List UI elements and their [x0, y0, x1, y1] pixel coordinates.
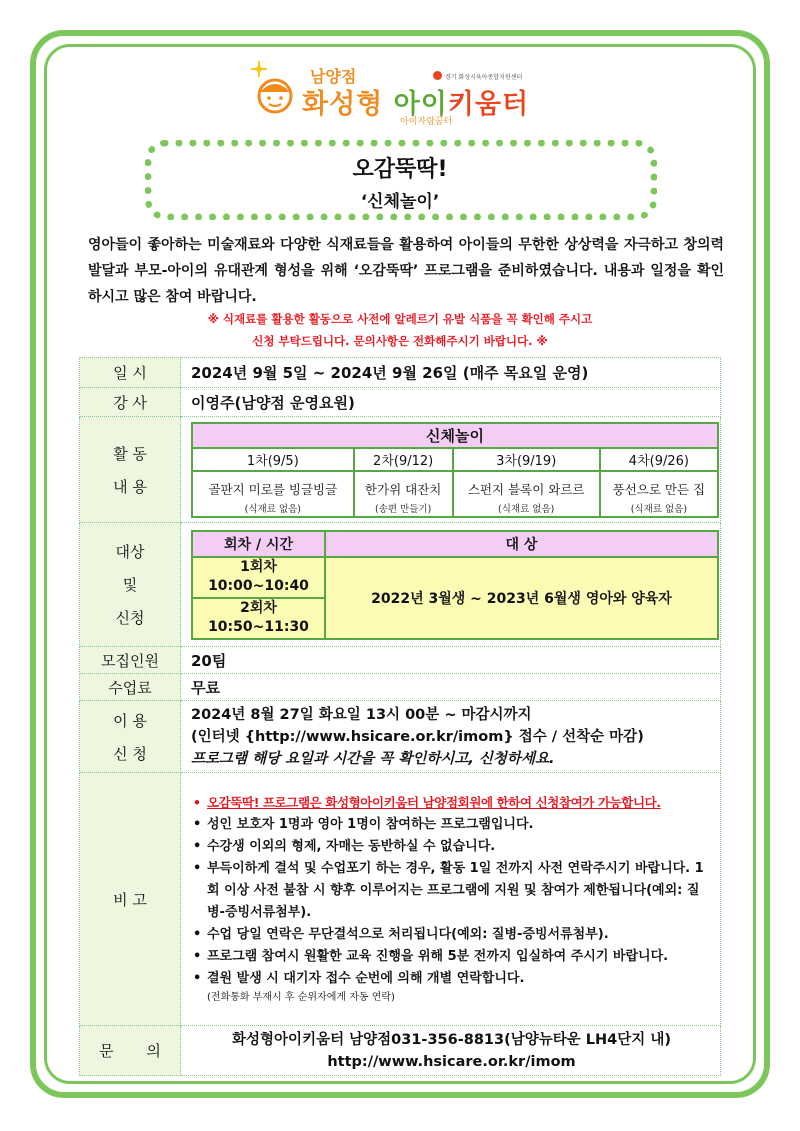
page-title: 오감뚝딱! [352, 157, 448, 182]
remarks-item: • 결원 발생 시 대기자 접수 순번에 의해 개별 연락합니다. [193, 968, 712, 990]
contact-url[interactable]: http://www.hsicare.or.kr/imom [327, 1053, 576, 1070]
remarks-cell [181, 773, 721, 1026]
logo-name: 화성형 아이키움터 [302, 89, 530, 120]
remarks-label: 비 고 [80, 773, 181, 1026]
instructor-value: 이영주(남양점 운영요원) [181, 388, 721, 417]
target-cell [181, 523, 721, 647]
session-round: 1차(9/5) [192, 448, 354, 471]
session-activity: 한가위 대잔치 (송편 만들기) [354, 471, 453, 517]
info-table [79, 357, 721, 1076]
session-activity: 스펀지 블록이 와르르 (식재료 없음) [453, 471, 600, 517]
session-activity: 풍선으로 만든 집 (식재료 없음) [600, 471, 718, 517]
time-slot: 2회차 10:50~11:30 [192, 598, 325, 639]
activity-table [191, 422, 719, 518]
fee-label: 수업료 [80, 674, 181, 701]
target-header: 대 상 [325, 531, 718, 557]
session-round: 2차(9/12) [354, 448, 453, 471]
center-name: 경기 화성시육아종합지원센터 [445, 74, 523, 81]
remarks-list [193, 792, 712, 990]
child-face-icon [250, 60, 300, 116]
apply-period: 2024년 8월 27일 화요일 13시 00분 ~ 마감시까지 [191, 706, 532, 723]
fee-value: 무료 [181, 674, 721, 701]
session-activity: 골판지 미로를 빙글빙글 (식재료 없음) [192, 471, 354, 517]
target-value: 2022년 3월생 ~ 2023년 6월생 영아와 양육자 [325, 557, 718, 639]
apply-method: (인터넷 {http://www.hsicare.or.kr/imom} 접수 / 선착순 마감) [191, 728, 644, 745]
capacity-value: 20팀 [181, 647, 721, 674]
intro-text: 영아들이 좋아하는 미술재료와 다양한 식재료들을 활용하여 아이들의 무한한 상상력을 자극하고 창의력 발달과 부모-아이의 유대관계 형성을 위해 ‘오감뚝딱’ 프로그램을 준비하였습니다. 내용과 일정을 확인하시고 많은 참여 바랍니다. [88, 237, 724, 305]
session-round: 3차(9/19) [453, 448, 600, 471]
time-header: 회차 / 시간 [192, 531, 325, 557]
target-label: 대상 및 신청 [80, 523, 181, 647]
apply-label: 이 용 신 청 [80, 701, 181, 773]
date-value: 2024년 9월 5일 ~ 2024년 9월 26일 (매주 목요일 운영) [181, 358, 721, 388]
contact-value [181, 1026, 721, 1076]
remarks-item: • 성인 보호자 1명과 영아 1명이 참여하는 프로그램입니다. [193, 814, 712, 836]
activity-cell [181, 417, 721, 523]
target-table [191, 530, 719, 640]
page-subtitle: ‘신체놀이’ [360, 192, 440, 212]
remarks-item: • 수업 당일 연락은 무단결석으로 처리됩니다(예외: 질병-증빙서류첨부). [193, 924, 712, 946]
remarks-item: • 부득이하게 결석 및 수업포기 하는 경우, 활동 1일 전까지 사전 연락주시기 바랍니다. 1회 이상 사전 불참 시 향후 이루어지는 프로그램에 지원 및 참여가 제한됩니다(예외: 질병-증빙서류첨부). [193, 858, 712, 924]
contact-phone: 화성형아이키움터 남양점031-356-8813(남양뉴타운 LH4단지 내) [232, 1031, 671, 1048]
logo [250, 60, 560, 130]
activity-label: 활 동 내 용 [80, 417, 181, 523]
logo-branch: 남양점 [310, 67, 357, 86]
remarks-item: • 프로그램 참여시 원활한 교육 진행을 위해 5분 전까지 입실하여 주시기 바랍니다. [193, 946, 712, 968]
contact-label: 문 의 [80, 1026, 181, 1076]
apply-value [181, 701, 721, 773]
remarks-footnote: (전화통화 부재시 후 순위자에게 자동 연락) [207, 992, 395, 1003]
logo-subtitle: 아이자람꿈터 [400, 117, 453, 127]
center-logo-icon [433, 71, 442, 80]
remarks-item: • 수강생 이외의 형제, 자매는 동반하실 수 없습니다. [193, 836, 712, 858]
time-slot: 1회차 10:00~10:40 [192, 557, 325, 598]
allergy-notice-line-1: ※ 식재료를 활용한 활동으로 사전에 알레르기 유발 식품을 꼭 확인해 주시고 [207, 312, 593, 326]
activity-header: 신체놀이 [192, 423, 718, 448]
date-label: 일 시 [80, 358, 181, 388]
allergy-notice-line-2: 신청 부탁드립니다. 문의사항은 전화해주시기 바랍니다. ※ [252, 334, 548, 348]
apply-reminder: 프로그램 해당 요일과 시간을 꼭 확인하시고, 신청하세요. [191, 750, 555, 767]
instructor-label: 강 사 [80, 388, 181, 417]
session-round: 4차(9/26) [600, 448, 718, 471]
remarks-highlight: • 오감뚝딱! 프로그램은 화성형아이키움터 남양점회원에 한하여 신청참여가 가능합니다. [193, 792, 712, 814]
capacity-label: 모집인원 [80, 647, 181, 674]
